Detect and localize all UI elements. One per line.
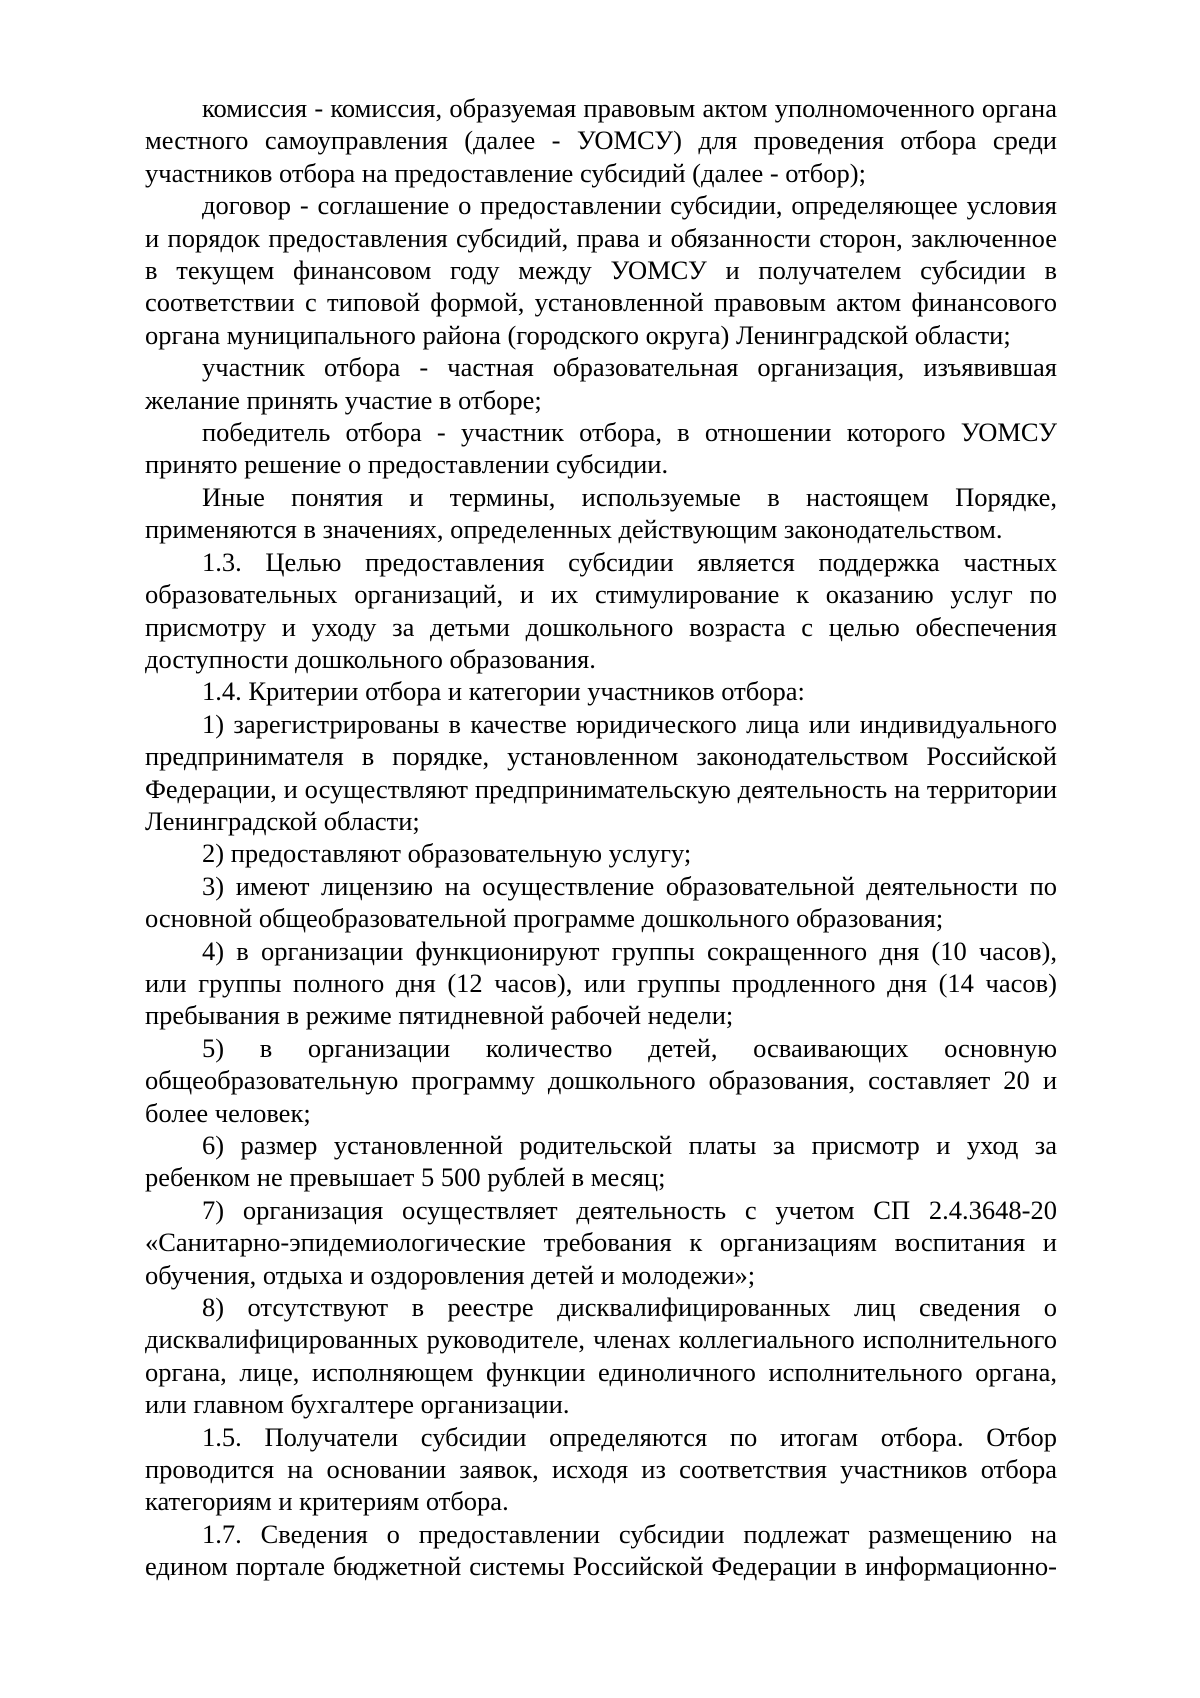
paragraph-criterion-4: 4) в организации функционируют группы сокращенного дня (10 часов), или группы полного дня (12 часов), или группы продленного дня (14 часов) пребывания в режиме пятидневной рабочей недели; (145, 935, 1057, 1031)
paragraph-criterion-2: 2) предоставляют образовательную услугу; (202, 838, 692, 869)
paragraph-criterion-3: 3) имеют лицензию на осуществление образовательной деятельности по основной общеобразовательной программе дошкольного образования; (145, 870, 1057, 934)
paragraph-participant-definition: участник отбора - частная образовательная организация, изъявившая желание принять участие в отборе; (145, 352, 1057, 415)
paragraph-winner-definition: победитель отбора - участник отбора, в отношении которого УОМСУ принято решение о предоставлении субсидии. (145, 417, 1057, 480)
paragraph-section-1-3: 1.3. Целью предоставления субсидии является поддержка частных образовательных организаций, и их стимулирование к оказанию услуг по присмотру и уходу за детьми дошкольного возраста с целью обеспечения доступности дошкольного образования. (145, 546, 1057, 674)
paragraph-section-1-7: 1.7. Сведения о предоставлении субсидии подлежат размещению на едином портале бюджетной системы Российской Федерации в информационно- (145, 1518, 1057, 1582)
paragraph-commission-definition: комиссия - комиссия, образуемая правовым актом уполномоченного органа местного самоуправления (далее - УОМСУ) для проведения отбора среди участников отбора на предоставление субсидий (далее - отбор); (145, 93, 1057, 188)
paragraph-section-1-4: 1.4. Критерии отбора и категории участников отбора: (202, 676, 805, 707)
paragraph-agreement-definition: договор - соглашение о предоставлении субсидии, определяющее условия и порядок предоставления субсидий, права и обязанности сторон, заключенное в текущем финансовом году между УОМСУ и получателем субсидии в соответствии с типовой формой, установленной правовым актом финансового органа муниципального района (городского округа) Ленинградской области; (145, 190, 1057, 350)
paragraph-criterion-7: 7) организация осуществляет деятельность с учетом СП 2.4.3648-20 «Санитарно-эпидемиологические требования к организациям воспитания и обучения, отдыха и оздоровления детей и молодежи»; (145, 1194, 1057, 1290)
document-page (145, 92, 1057, 1583)
paragraph-other-terms: Иные понятия и термины, используемые в настоящем Порядке, применяются в значениях, определенных действующим законодательством. (145, 481, 1057, 545)
paragraph-criterion-6: 6) размер установленной родительской платы за присмотр и уход за ребенком не превышает 5 500 рублей в месяц; (145, 1130, 1057, 1193)
paragraph-section-1-5: 1.5. Получатели субсидии определяются по итогам отбора. Отбор проводится на основании заявок, исходя из соответствия участников отбора категориям и критериям отбора. (145, 1421, 1057, 1517)
paragraph-criterion-5: 5) в организации количество детей, осваивающих основную общеобразовательную программу дошкольного образования, составляет 20 и более человек; (145, 1032, 1057, 1128)
paragraph-criterion-8: 8) отсутствуют в реестре дисквалифицированных лиц сведения о дисквалифицированных руководителе, членах коллегиального исполнительного органа, лице, исполняющем функции единоличного исполнительного органа, или главном бухгалтере организации. (145, 1292, 1057, 1420)
paragraph-criterion-1: 1) зарегистрированы в качестве юридического лица или индивидуального предпринимателя в порядке, установленном законодательством Российской Федерации, и осуществляют предпринимательскую деятельность на территории Ленинградской области; (145, 708, 1057, 836)
